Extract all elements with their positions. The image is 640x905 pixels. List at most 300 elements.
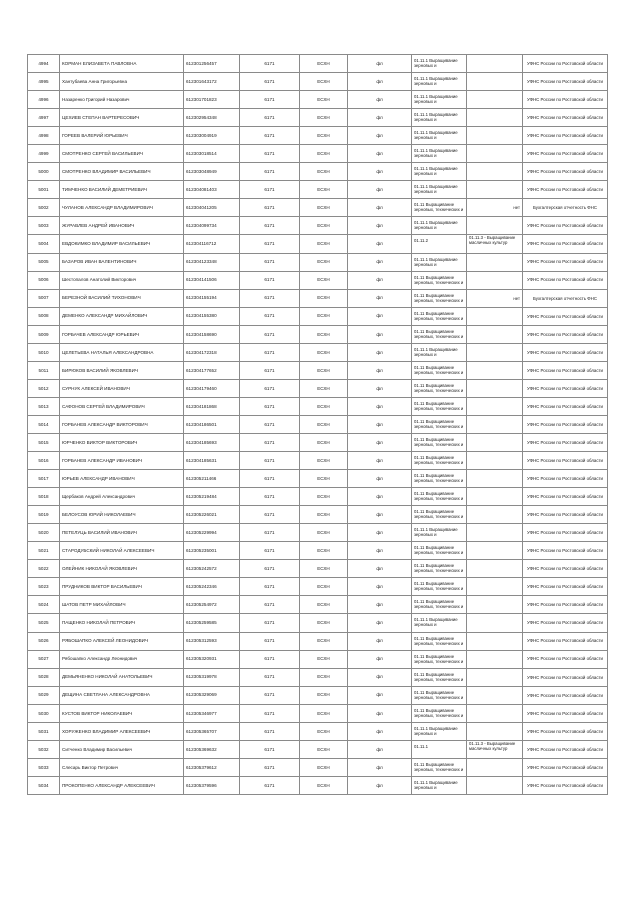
entity-type: фл [348,397,412,415]
person-name: СМОТРЕНКО СЕРГЕЙ ВАСИЛЬЕВИЧ [60,145,184,163]
entity-type: фл [348,217,412,235]
okved-activity [412,235,467,253]
inn-number: 612301701823 [184,91,240,109]
row-number: 4996 [28,91,60,109]
inn-number: 612305226021 [184,506,240,524]
table-row [28,199,608,217]
extra-activity [467,253,523,271]
entity-type: фл [348,596,412,614]
tax-authority: УФНС России по Ростовской области [523,235,608,253]
inn-number: 612304081403 [184,181,240,199]
okved-text: 01.11.2 [414,238,429,244]
tax-regime: ЕСХН [300,379,348,397]
extra-activity [467,361,523,379]
okved-activity [412,397,467,415]
entity-type: фл [348,181,412,199]
okved-text: 01.11 Выращивание зерновых, технических и [414,599,464,610]
entity-type: фл [348,343,412,361]
table-row [28,343,608,361]
inn-number: 612305312593 [184,632,240,650]
tax-code: 6171 [240,109,300,127]
tax-regime: ЕСХН [300,55,348,73]
table-row [28,488,608,506]
tax-authority: УФНС России по Ростовской области [523,343,608,361]
inn-number: 612305379612 [184,758,240,776]
row-number: 5005 [28,253,60,271]
row-number: 5026 [28,632,60,650]
table-row [28,289,608,307]
tax-code: 6171 [240,776,300,794]
tax-code: 6171 [240,55,300,73]
okved-text: 01.11 Выращивание зерновых, технических и [414,292,464,303]
extra-activity: 01.11.3 - Выращивание масличных культур [467,235,523,253]
okved-text: 01.11 Выращивание зерновых, технических и [414,473,464,484]
tax-code: 6171 [240,542,300,560]
okved-text: 01.11 Выращивание зерновых, технических и [414,455,464,466]
inn-number: 612304123348 [184,253,240,271]
okved-activity [412,758,467,776]
row-number: 5031 [28,722,60,740]
tax-authority: УФНС России по Ростовской области [523,578,608,596]
tax-authority: УФНС России по Ростовской области [523,361,608,379]
tax-authority: УФНС России по Ростовской области [523,271,608,289]
okved-activity [412,542,467,560]
entity-type: фл [348,361,412,379]
tax-regime: ЕСХН [300,217,348,235]
tax-code: 6171 [240,452,300,470]
table-row [28,740,608,758]
okved-text: 01.11 Выращивание зерновых, технических и [414,689,464,700]
okved-activity [412,433,467,451]
tax-authority: УФНС России по Ростовской области [523,560,608,578]
okved-text: 01.11.1 Выращивание зерновых и [414,346,458,357]
tax-authority: УФНС России по Ростовской области [523,91,608,109]
okved-text: 01.11 Выращивание зерновых, технических и [414,707,464,718]
tax-regime: ЕСХН [300,163,348,181]
row-number: 4995 [28,73,60,91]
entity-type: фл [348,415,412,433]
row-number: 4999 [28,145,60,163]
okved-text: 01.11.1 Выращивание зерновых и [414,779,458,790]
tax-regime: ЕСХН [300,776,348,794]
inn-number: 612301643172 [184,73,240,91]
tax-code: 6171 [240,668,300,686]
tax-authority: УФНС России по Ростовской области [523,452,608,470]
okved-activity [412,506,467,524]
okved-activity [412,73,467,91]
table-row [28,73,608,91]
table-row [28,614,608,632]
tax-regime: ЕСХН [300,542,348,560]
okved-text: 01.11.1 Выращивание зерновых и [414,94,458,105]
okved-text: 01.11 Выращивание зерновых, технических и [414,671,464,682]
extra-activity [467,109,523,127]
extra-activity [467,145,523,163]
row-number: 5007 [28,289,60,307]
inn-number: 612304185631 [184,452,240,470]
inn-number: 612305229994 [184,524,240,542]
person-name: ПЕТЕЛУЦЬ ВАСИЛИЙ ИВАНОВИЧ [60,524,184,542]
tax-authority: УФНС России по Ростовской области [523,542,608,560]
okved-activity [412,704,467,722]
okved-activity [412,127,467,145]
extra-activity [467,578,523,596]
person-name: ОЛЕЙНИК НИКОЛАЙ ЯКОВЛЕВИЧ [60,560,184,578]
okved-activity [412,325,467,343]
row-number: 5006 [28,271,60,289]
inn-number: 612304116712 [184,235,240,253]
tax-regime: ЕСХН [300,488,348,506]
tax-authority: УФНС России по Ростовской области [523,397,608,415]
entity-type: фл [348,758,412,776]
row-number: 5011 [28,361,60,379]
okved-text: 01.11.1 Выращивание зерновых и [414,148,458,159]
inn-number: 612304141506 [184,271,240,289]
inn-number: 612305242572 [184,560,240,578]
table-row [28,722,608,740]
inn-number: 612305219484 [184,488,240,506]
tax-code: 6171 [240,488,300,506]
okved-activity [412,776,467,794]
okved-activity [412,91,467,109]
person-name: Ситченко Владимир Васильевич [60,740,184,758]
okved-activity [412,253,467,271]
person-name: ПРОКОПЕНКО АЛЕКСАНДР АЛЕКСЕЕВИЧ [60,776,184,794]
entity-type: фл [348,127,412,145]
tax-authority: УФНС России по Ростовской области [523,524,608,542]
table-row [28,776,608,794]
okved-text: 01.11.1 Выращивание зерновых и [414,220,458,231]
inn-number: 612304155380 [184,307,240,325]
inn-number: 612303048949 [184,163,240,181]
table-row [28,668,608,686]
tax-authority: УФНС России по Ростовской области [523,506,608,524]
entity-type: фл [348,542,412,560]
row-number: 5009 [28,325,60,343]
extra-activity: нет [467,199,523,217]
tax-code: 6171 [240,596,300,614]
person-name: РЯБОШАПКО АЛЕКСЕЙ ЛЕОНИДОВИЧ [60,632,184,650]
row-number: 5033 [28,758,60,776]
tax-code: 6171 [240,415,300,433]
okved-text: 01.11 Выращивание зерновых, технических и [414,400,464,411]
tax-regime: ЕСХН [300,109,348,127]
document-page [27,54,607,795]
inn-number: 612305329069 [184,686,240,704]
tax-authority: УФНС России по Ростовской области [523,145,608,163]
inn-number: 612305259585 [184,614,240,632]
entity-type: фл [348,686,412,704]
table-row [28,650,608,668]
person-name: Назаренко Григорий Назарович [60,91,184,109]
tax-code: 6171 [240,722,300,740]
person-name: ЦЕЛЕТЬЕВА НАТАЛЬЯ АЛЕКСАНДРОВНА [60,343,184,361]
table-row [28,758,608,776]
row-number: 5023 [28,578,60,596]
entity-type: фл [348,379,412,397]
extra-activity [467,542,523,560]
extra-activity [467,415,523,433]
tax-code: 6171 [240,524,300,542]
extra-activity [467,506,523,524]
row-number: 5030 [28,704,60,722]
tax-code: 6171 [240,650,300,668]
extra-activity [467,127,523,145]
person-name: КОРМАН ЕЛИЗАВЕТА ПАВЛОВНА [60,55,184,73]
entity-type: фл [348,109,412,127]
inn-number: 612305211466 [184,470,240,488]
row-number: 5002 [28,199,60,217]
table-row [28,325,608,343]
row-number: 5001 [28,181,60,199]
okved-activity [412,379,467,397]
person-name: БИРЮКОВ ВАСИЛИЙ ЯКОВЛЕВИЧ [60,361,184,379]
tax-regime: ЕСХН [300,73,348,91]
okved-text: 01.11.1 Выращивание зерновых и [414,58,458,68]
extra-activity [467,632,523,650]
extra-activity: 01.11.3 - Выращивание масличных культур [467,740,523,758]
person-name: СТАРОДУБСКИЙ НИКОЛАЙ АЛЕКСЕЕВИЧ [60,542,184,560]
inn-number: 612305369632 [184,740,240,758]
okved-activity [412,470,467,488]
tax-code: 6171 [240,470,300,488]
tax-authority: УФНС России по Ростовской области [523,740,608,758]
person-name: ДЕМЬЯНЕНКО НИКОЛАЙ АНАТОЛЬЕВИЧ [60,668,184,686]
tax-authority: УФНС России по Ростовской области [523,632,608,650]
table-row [28,686,608,704]
okved-text: 01.11 Выращивание зерновых, технических и [414,274,464,285]
tax-code: 6171 [240,253,300,271]
tax-regime: ЕСХН [300,650,348,668]
entity-type: фл [348,163,412,181]
table-row [28,524,608,542]
okved-text: 01.11 Выращивание зерновых, технических и [414,328,464,339]
inn-number: 612304179460 [184,379,240,397]
okved-text: 01.11 Выращивание зерновых, технических и [414,310,464,321]
tax-authority: УФНС России по Ростовской области [523,55,608,73]
tax-authority: УФНС России по Ростовской области [523,470,608,488]
tax-authority: УФНС России по Ростовской области [523,109,608,127]
tax-code: 6171 [240,307,300,325]
extra-activity [467,650,523,668]
person-name: СУРНУК АЛЕКСЕЙ ИВАНОВИЧ [60,379,184,397]
entity-type: фл [348,776,412,794]
entity-type: фл [348,145,412,163]
tax-code: 6171 [240,361,300,379]
inn-number: 612302954348 [184,109,240,127]
extra-activity [467,397,523,415]
okved-text: 01.11 Выращивание зерновых, технических и [414,436,464,447]
tax-authority: УФНС России по Ростовской области [523,433,608,451]
tax-regime: ЕСХН [300,199,348,217]
inn-number: 612304158690 [184,325,240,343]
okved-text: 01.11.1 Выращивание зерновых и [414,166,458,177]
table-row [28,397,608,415]
tax-regime: ЕСХН [300,524,348,542]
row-number: 5013 [28,397,60,415]
okved-activity [412,722,467,740]
tax-regime: ЕСХН [300,560,348,578]
inn-number: 612305242346 [184,578,240,596]
row-number: 4994 [28,55,60,73]
inn-number: 612303004919 [184,127,240,145]
row-number: 5017 [28,470,60,488]
extra-activity [467,433,523,451]
extra-activity [467,379,523,397]
person-name: ЦЕХИЕВ СТЕПАН ВАРТЕРЕСОВИЧ [60,109,184,127]
okved-text: 01.11.1 [414,743,429,749]
inn-number: 612304099734 [184,217,240,235]
okved-text: 01.11.1 Выращивание зерновых и [414,617,458,628]
tax-regime: ЕСХН [300,361,348,379]
table-row [28,433,608,451]
okved-text: 01.11 Выращивание зерновых, технических и [414,761,464,772]
table-row [28,560,608,578]
okved-activity [412,415,467,433]
table-row [28,361,608,379]
tax-code: 6171 [240,235,300,253]
row-number: 5015 [28,433,60,451]
table-row [28,253,608,271]
okved-activity [412,307,467,325]
okved-text: 01.11 Выращивание зерновых, технических и [414,635,464,646]
extra-activity [467,91,523,109]
person-name: Слесарь Виктор Петрович [60,758,184,776]
entity-type: фл [348,722,412,740]
inn-number: 612304041205 [184,199,240,217]
tax-authority: Бухгалтерская отчетность ФНС [523,199,608,217]
person-name: ЧУЛАНОВ АЛЕКСАНДР ВЛАДИМИРОВИЧ [60,199,184,217]
okved-text: 01.11 Выращивание зерновых, технических и [414,509,464,520]
extra-activity [467,470,523,488]
table-row [28,235,608,253]
okved-text: 01.11 Выращивание зерновых, технических и [414,491,464,502]
entity-type: фл [348,470,412,488]
tax-authority: УФНС России по Ростовской области [523,163,608,181]
row-number: 5029 [28,686,60,704]
tax-regime: ЕСХН [300,271,348,289]
person-name: ХОРУЖЕНКО ВЛАДИМИР АЛЕКСЕЕВИЧ [60,722,184,740]
inn-number: 612304172318 [184,343,240,361]
table-row [28,506,608,524]
row-number: 5012 [28,379,60,397]
tax-code: 6171 [240,199,300,217]
tax-code: 6171 [240,289,300,307]
entity-type: фл [348,235,412,253]
inn-number: 612303018514 [184,145,240,163]
person-name: ГОРБАНЕВ АЛЕКСАНДР ИВАНОВИЧ [60,452,184,470]
tax-regime: ЕСХН [300,253,348,271]
extra-activity [467,307,523,325]
tax-authority: УФНС России по Ростовской области [523,307,608,325]
okved-activity [412,632,467,650]
entity-type: фл [348,614,412,632]
row-number: 5000 [28,163,60,181]
entity-type: фл [348,632,412,650]
okved-text: 01.11.1 Выращивание зерновых и [414,130,458,141]
tax-regime: ЕСХН [300,686,348,704]
table-row [28,578,608,596]
entity-type: фл [348,560,412,578]
inn-number: 612301256457 [184,55,240,73]
okved-activity [412,560,467,578]
extra-activity [467,668,523,686]
tax-code: 6171 [240,704,300,722]
table-row [28,109,608,127]
tax-regime: ЕСХН [300,433,348,451]
extra-activity [467,758,523,776]
row-number: 5022 [28,560,60,578]
row-number: 5028 [28,668,60,686]
table-row [28,145,608,163]
okved-activity [412,109,467,127]
tax-regime: ЕСХН [300,632,348,650]
okved-activity [412,145,467,163]
tax-regime: ЕСХН [300,343,348,361]
inn-number: 612304177652 [184,361,240,379]
okved-activity [412,163,467,181]
entity-type: фл [348,506,412,524]
okved-text: 01.11 Выращивание зерновых, технических и [414,382,464,393]
tax-authority: УФНС России по Ростовской области [523,650,608,668]
tax-regime: ЕСХН [300,740,348,758]
tax-code: 6171 [240,578,300,596]
okved-activity [412,217,467,235]
okved-activity [412,614,467,632]
extra-activity [467,271,523,289]
tax-authority: УФНС России по Ростовской области [523,722,608,740]
okved-activity [412,452,467,470]
okved-activity [412,361,467,379]
tax-regime: ЕСХН [300,452,348,470]
tax-code: 6171 [240,560,300,578]
row-number: 5019 [28,506,60,524]
table-row [28,127,608,145]
okved-text: 01.11.1 Выращивание зерновых и [414,256,458,267]
person-name: САФОНОВ СЕРГЕЙ ВЛАДИМИРОВИЧ [60,397,184,415]
extra-activity [467,452,523,470]
table-row [28,415,608,433]
row-number: 5020 [28,524,60,542]
okved-text: 01.11 Выращивание зерновых, технических и [414,364,464,375]
okved-text: 01.11 Выращивание зерновых, технических и [414,581,464,592]
tax-authority: УФНС России по Ростовской области [523,73,608,91]
okved-activity [412,578,467,596]
entity-type: фл [348,650,412,668]
tax-code: 6171 [240,91,300,109]
okved-activity [412,488,467,506]
person-name: ШАТОВ ПЕТР МИХАЙЛОВИЧ [60,596,184,614]
row-number: 5027 [28,650,60,668]
tax-regime: ЕСХН [300,596,348,614]
tax-regime: ЕСХН [300,91,348,109]
entity-type: фл [348,452,412,470]
person-name: БЕРЕЗНОЙ ВАСИЛИЙ ТИХОНОВИЧ [60,289,184,307]
row-number: 5018 [28,488,60,506]
row-number: 4998 [28,127,60,145]
row-number: 5016 [28,452,60,470]
okved-activity [412,596,467,614]
tax-authority: УФНС России по Ростовской области [523,668,608,686]
extra-activity [467,217,523,235]
person-name: Хантубаева Анна Григорьевна [60,73,184,91]
entity-type: фл [348,55,412,73]
tax-code: 6171 [240,145,300,163]
row-number: 5014 [28,415,60,433]
inn-number: 612305379596 [184,776,240,794]
row-number: 5008 [28,307,60,325]
tax-authority: УФНС России по Ростовской области [523,325,608,343]
